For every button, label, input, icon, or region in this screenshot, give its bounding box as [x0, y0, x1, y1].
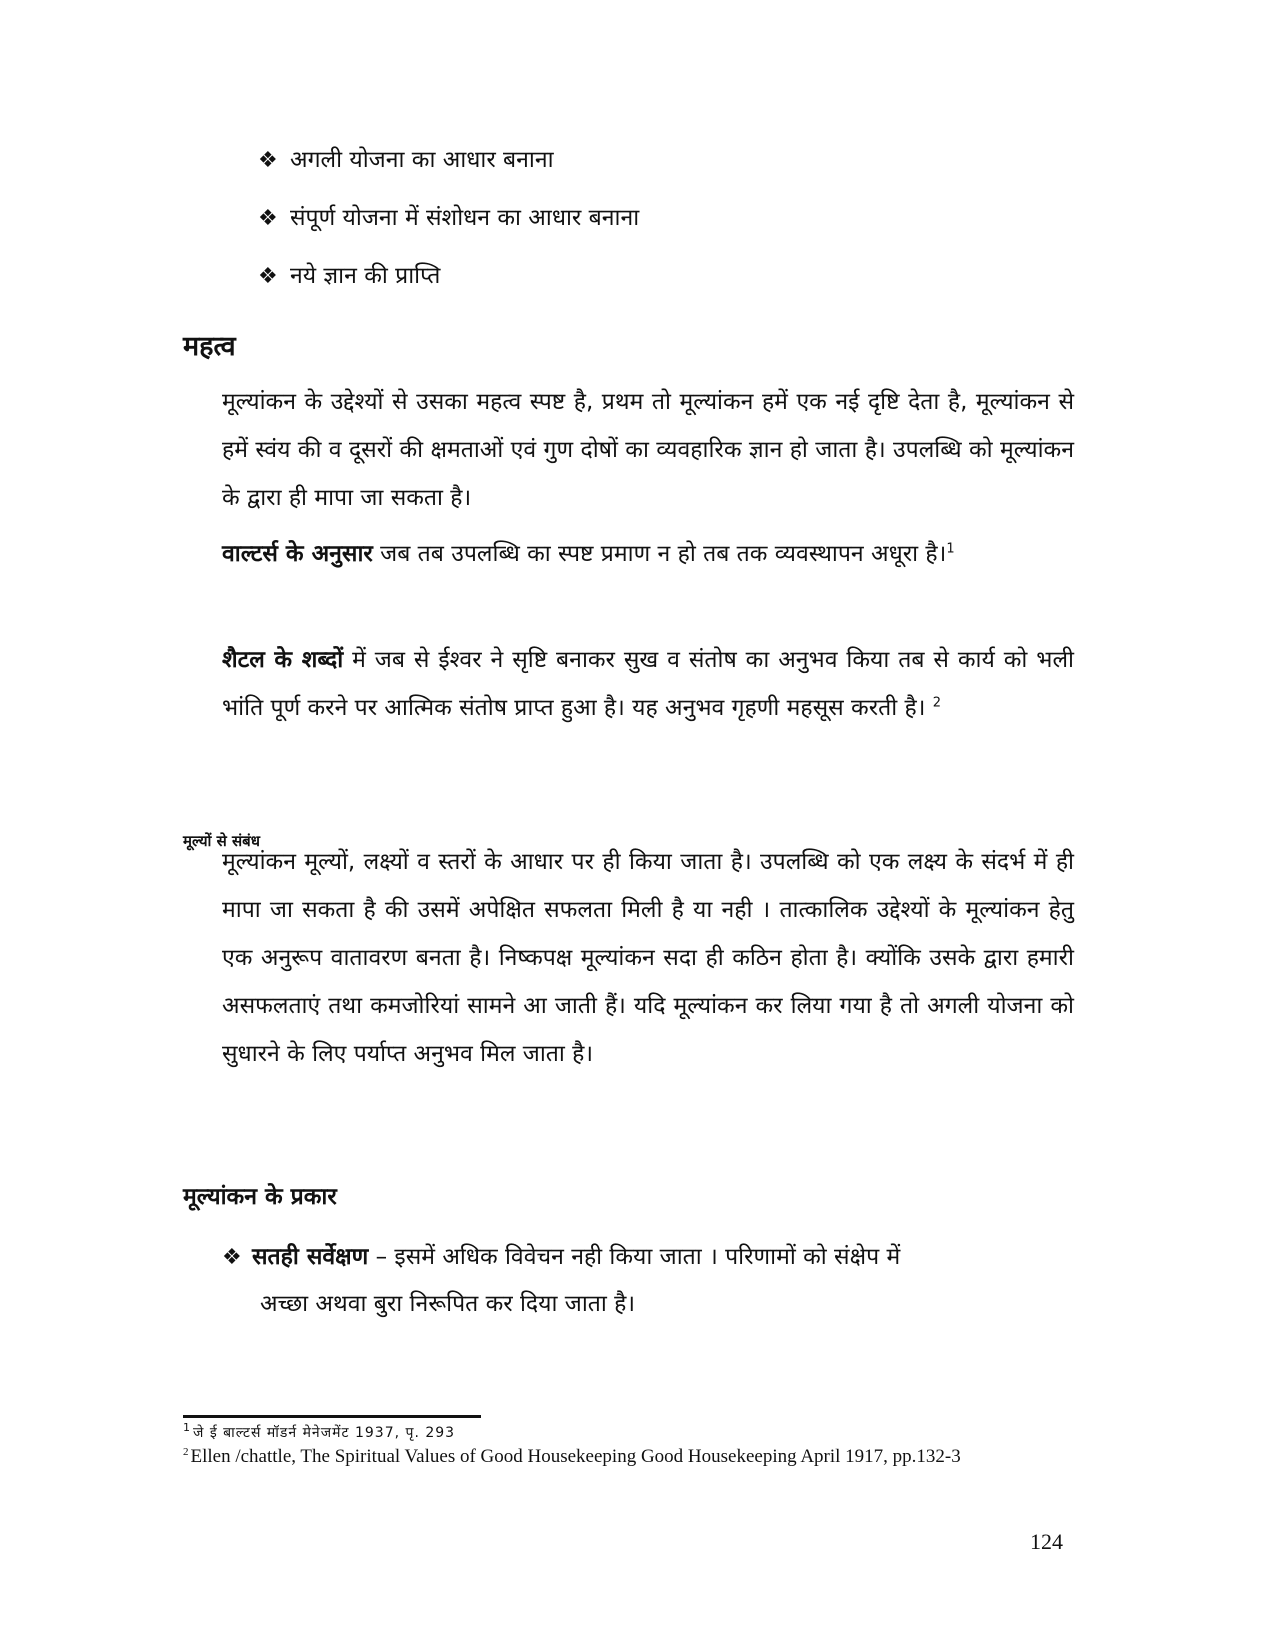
bullet-text: – इसमें अधिक विवेचन नही किया जाता । परिणामों को संक्षेप में [368, 1244, 901, 1270]
bullet-term: सतही सर्वेक्षण [252, 1244, 369, 1270]
list-item [258, 261, 440, 292]
list-item [258, 145, 554, 176]
paragraph-walters [222, 530, 1074, 578]
footnote-ref-1: 1 [946, 541, 955, 557]
section-heading-values: मूल्यों से संबंध [183, 832, 260, 850]
page-number: 124 [1030, 1529, 1063, 1554]
footnote-2 [183, 1445, 961, 1469]
footnote-ref-2: 2 [932, 695, 942, 711]
list-item-text: नये ज्ञान की प्राप्ति [290, 263, 441, 289]
list-item-text: संपूर्ण योजना में संशोधन का आधार बनाना [290, 205, 640, 231]
footnote-text: Ellen /chattle, The Spiritual Values of Good Housekeeping Good Housekeeping April 1917, pp.132-3 [190, 1446, 961, 1467]
paragraph-importance: मूल्यांकन के उद्देश्यों से उसका महत्व स्पष्ट है, प्रथम तो मूल्यांकन हमें एक नई दृष्टि देता है, मूल्यांकन से हमें स्वंय की व दूसरों की क्षमताओं एवं गुण दोषों का व्यवहारिक ज्ञान हो जाता है। उपलब्धि को मूल्यांकन के द्वारा ही मापा जा सकता है। [222, 389, 1074, 511]
diamond-bullet-icon: ❖ [258, 206, 278, 231]
paragraph-walters-text: जब तब उपलब्धि का स्पष्ट प्रमाण न हो तब तक व्यवस्थापन अधूरा है। [372, 541, 947, 567]
footnote-mark: 2 [183, 1445, 189, 1458]
section-heading-types: मूल्यांकन के प्रकार [183, 1184, 337, 1210]
quote-author-shattle: शैटल के शब्दों [222, 647, 344, 673]
footnote-1 [183, 1423, 455, 1443]
paragraph-values: मूल्यांकन मूल्यों, लक्ष्यों व स्तरों के आधार पर ही किया जाता है। उपलब्धि को एक लक्ष्य के संदर्भ में ही मापा जा सकता है की उसमें अपेक्षित सफलता मिली है या नही । तात्कालिक उद्देश्यों के मूल्यांकन हेतु एक अनुरूप वातावरण बनता है। निष्कपक्ष मूल्यांकन सदा ही कठिन होता है। क्योंकि उसके द्वारा हमारी असफलताएं तथा कमजोरियां सामने आ जाती हैं। यदि मूल्यांकन कर लिया गया है तो अगली योजना को सुधारने के लिए पर्याप्त अनुभव मिल जाता है। [222, 849, 1074, 1067]
footnote-separator [183, 1415, 481, 1418]
diamond-bullet-icon: ❖ [222, 1245, 242, 1270]
footnote-mark: 1 [183, 1421, 191, 1435]
section-heading-importance: महत्व [183, 331, 236, 362]
paragraph-shattle [222, 636, 1074, 732]
list-item-text: अगली योजना का आधार बनाना [290, 147, 554, 173]
paragraph-shattle-text: में जब से ईश्वर ने सृष्टि बनाकर सुख व संतोष का अनुभव किया तब से कार्य को भली भांति पूर्ण करने पर आत्मिक संतोष प्राप्त हुआ है। यह अनुभव गृहणी महसूस करती है। [222, 647, 1074, 721]
quote-author-walters: वाल्टर्स के अनुसार [222, 541, 373, 567]
footnote-text: जे ई बाल्टर्स मॉडर्न मेनेजमेंट 1937, पृ. 293 [193, 1425, 456, 1441]
bullet-text-continued: अच्छा अथवा बुरा निरूपित कर दिया जाता है। [260, 1291, 636, 1317]
list-item [258, 203, 639, 234]
diamond-bullet-icon: ❖ [258, 148, 278, 173]
list-item [222, 1234, 1074, 1328]
diamond-bullet-icon: ❖ [258, 264, 278, 289]
